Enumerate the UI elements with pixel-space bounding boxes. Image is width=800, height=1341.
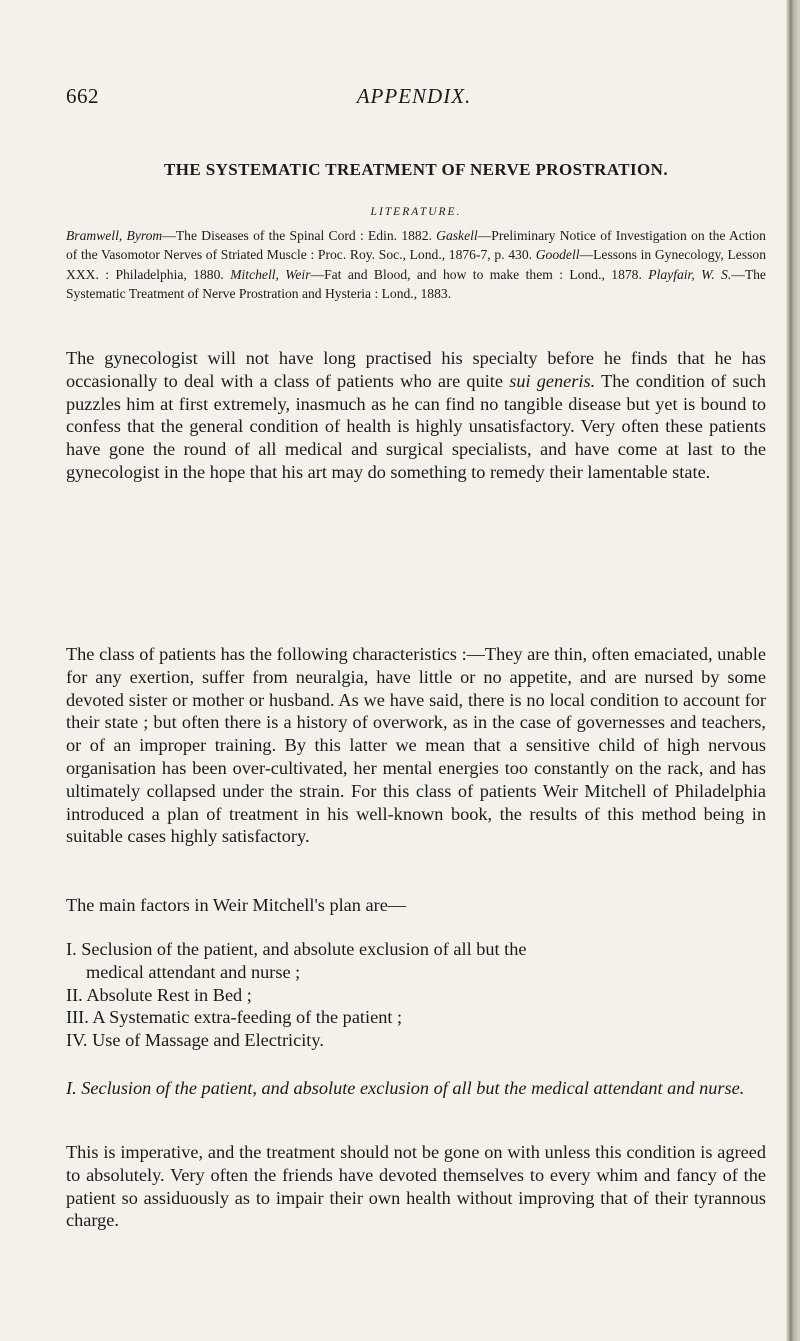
reference-author: Goodell [535, 247, 580, 263]
list-item [66, 1006, 766, 1029]
reference-author: Bramwell, Byrom [66, 228, 163, 243]
paragraph-seclusion: This is imperative, and the treatment should not be gone on with unless this condition is agreed to absolutely. Very often the friends have devoted themselves to every whim and fancy of the patient so assiduously as to impair their own health without improving that of their tyrannous charge. [66, 1142, 766, 1231]
reference [230, 267, 648, 282]
list-item [66, 1029, 766, 1052]
reference-author: Playfair, W. S. [648, 266, 732, 282]
page-number: 662 [66, 84, 99, 108]
reference-text: —Preliminary Notice of Investigation on the Action of the Vasomotor Nerves of Striated Muscle : Proc. Roy. Soc., Lond., 1876-7, p. 430. [66, 228, 766, 263]
article-title: THE SYSTEMATIC TREATMENT OF NERVE PROSTRATION. [164, 160, 668, 179]
reference-text: —Lessons in Gynecology, Lesson XXX. : Philadelphia, 1880. [66, 247, 766, 282]
running-head [66, 84, 766, 114]
list-item [66, 938, 766, 961]
list-text: Seclusion of the patient, and absolute exclusion of all but the [81, 939, 527, 959]
paragraph-text: The condition of such puzzles him at first extremely, inasmuch as he can find no tangible disease but yet is bound to confess that the general condition of health is highly unsatisfactory. Very often these patients have gone the round of all medical and surgical specialists, and have come at last to the gynecologist in the hope that his art may do something to remedy their lamentable state. [66, 370, 767, 482]
paragraph-main-factors: The main factors in Weir Mitchell's plan are— [66, 895, 407, 915]
reference-author: Gaskell [436, 228, 478, 243]
list-number: IV. [66, 1030, 88, 1051]
paragraph-characteristics: The class of patients has the following characteristics :—They are thin, often emaciated, unable for any exertion, suffer from neuralgia, have little or no appetite, and are nursed by some devoted sister or mother or husband. As we have said, there is no local condition to account for their state ; but often there is a history of overwork, as in the case of governesses and teachers, or of an improper training. By this latter we mean that a sensitive child of high nervous organisation has been over-cultivated, her mental energies too constantly on the rack, and has ultimately collapsed under the strain. For this class of patients Weir Mitchell of Philadelphia introduced a plan of treatment in his well-known book, the results of this method being in suitable cases highly satisfactory. [66, 644, 766, 847]
list-number: III. [66, 1007, 89, 1028]
reference [66, 228, 436, 243]
section-heading: I. Seclusion of the patient, and absolute exclusion of all but the medical attendant and nurse. [66, 1078, 745, 1098]
paragraph-intro [66, 347, 766, 484]
latin-phrase: sui generis. [509, 370, 596, 391]
list-text: Absolute Rest in Bed ; [86, 984, 252, 1005]
list-item-continuation: medical attendant and nurse ; [86, 961, 301, 982]
reference-text: —Fat and Blood, and how to make them : Lond., 1878. [310, 266, 649, 282]
page-edge [786, 0, 800, 1341]
paragraph-text: The gynecologist will not have long practised his specialty before he finds that he has occasionally to deal with a class of patients who are quite [66, 348, 766, 391]
literature-references [66, 226, 766, 303]
list-item [66, 984, 766, 1007]
reference-text: —The Systematic Treatment of Nerve Prostration and Hysteria : Lond., 1883. [66, 266, 766, 301]
literature-heading: LITERATURE. [370, 206, 462, 218]
list-number: I. [66, 939, 77, 959]
reference-author: Mitchell, Weir [230, 266, 311, 282]
factors-list [66, 938, 766, 1052]
list-number: II. [66, 984, 83, 1005]
running-title: APPENDIX. [356, 84, 472, 108]
reference-text: —The Diseases of the Spinal Cord : Edin. 1882. [162, 228, 437, 243]
list-text: A Systematic extra-feeding of the patient ; [92, 1007, 403, 1028]
list-text: Use of Massage and Electricity. [92, 1030, 324, 1051]
